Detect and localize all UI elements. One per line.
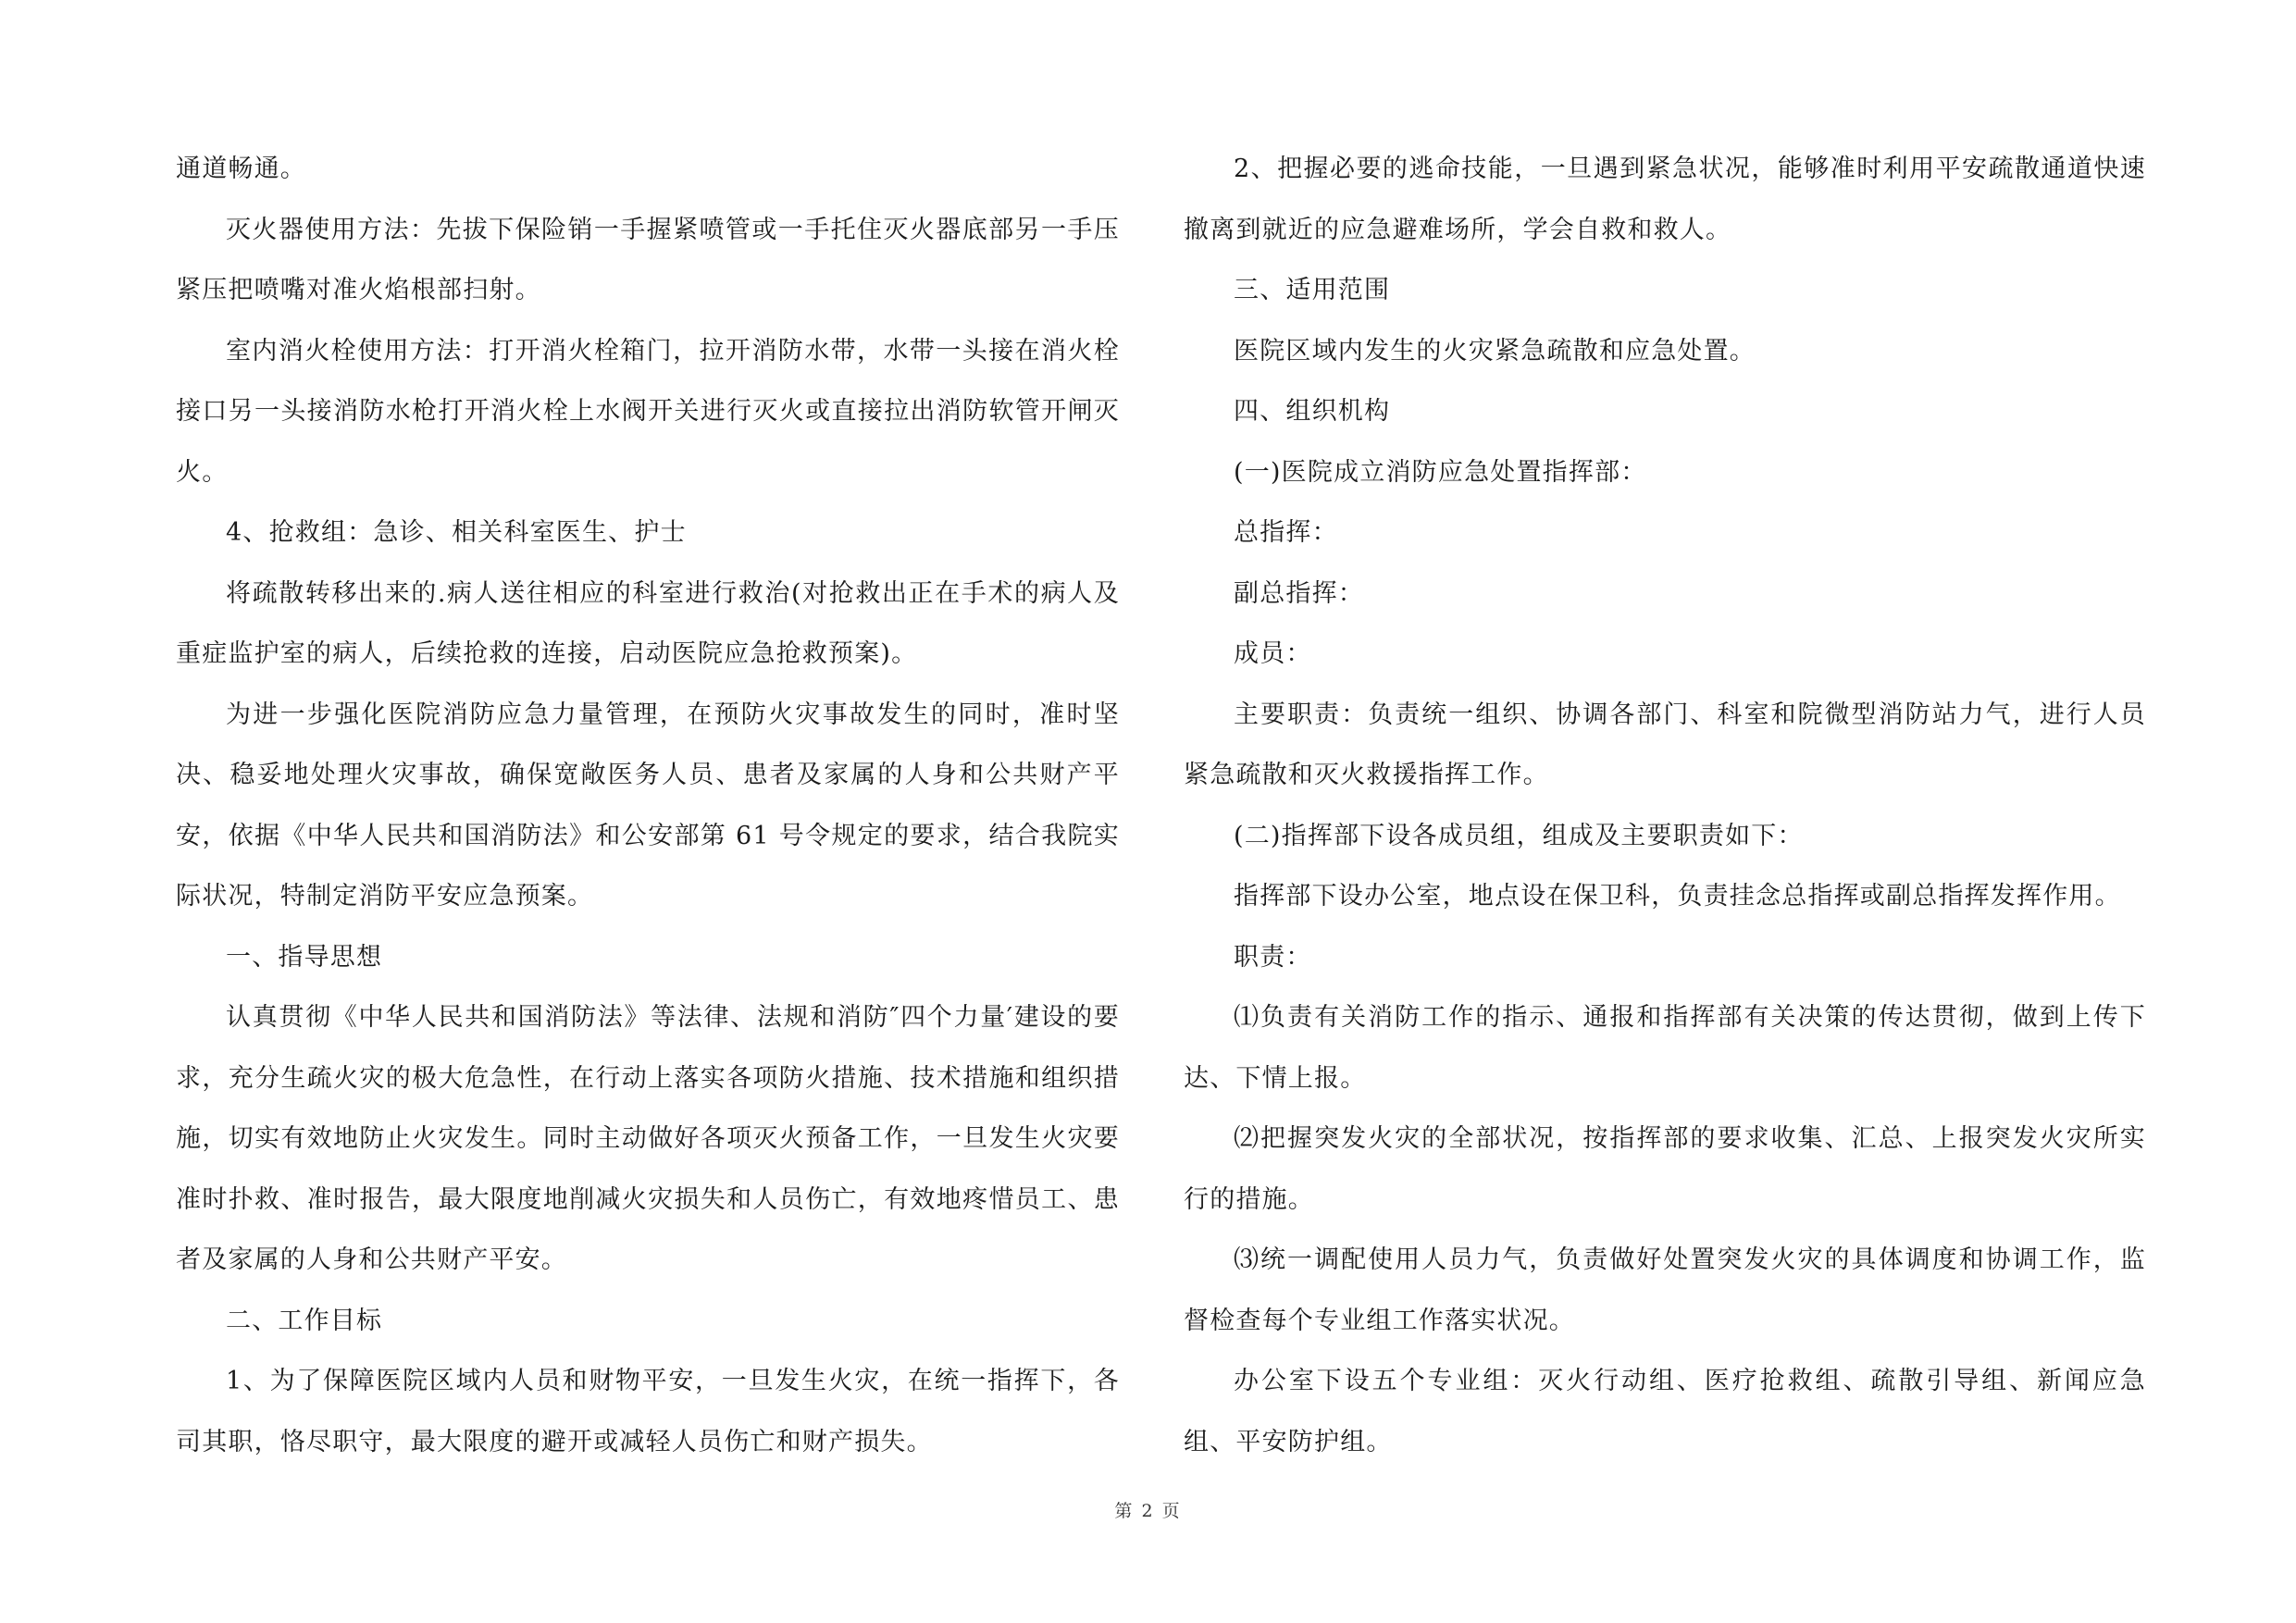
paragraph: 三、适用范围 — [1234, 276, 1391, 304]
paragraph: 办公室下设五个专业组：灭火行动组、医疗抢救组、疏散引导组、新闻应急组、平安防护组。 — [1184, 1367, 2146, 1456]
paragraph: (二)指挥部下设各成员组，组成及主要职责如下： — [1234, 821, 1804, 850]
paragraph: 二、工作目标 — [226, 1306, 383, 1335]
paragraph: 一、指导思想 — [226, 942, 383, 972]
paragraph: 通道畅通。 — [176, 155, 306, 183]
page-number: 第 2 页 — [1114, 1501, 1182, 1521]
paragraph: (一)医院成立消防应急处置指挥部： — [1234, 457, 1647, 487]
paragraph: 指挥部下设办公室，地点设在保卫科，负责挂念总指挥或副总指挥发挥作用。 — [1234, 882, 2121, 911]
left-column — [176, 139, 1120, 1472]
paragraph: ⑴负责有关消防工作的指示、通报和指挥部有关决策的传达贯彻，做到上传下达、下情上报。 — [1184, 1003, 2146, 1093]
paragraph: ⑶统一调配使用人员力气，负责做好处置突发火灾的具体调度和协调工作，监督检查每个专业组工作落实状况。 — [1184, 1245, 2146, 1335]
paragraph: 总指挥： — [1234, 518, 1338, 547]
paragraph: 1、为了保障医院区域内人员和财物平安，一旦发生火灾，在统一指挥下，各司其职，恪尽职守，最大限度的避开或减轻人员伤亡和财产损失。 — [176, 1367, 1120, 1456]
paragraph: 灭火器使用方法：先拔下保险销一手握紧喷管或一手托住灭火器底部另一手压紧压把喷嘴对准火焰根部扫射。 — [176, 215, 1120, 304]
paragraph: 2、把握必要的逃命技能，一旦遇到紧急状况，能够准时利用平安疏散通道快速撤离到就近的应急避难场所，学会自救和救人。 — [1184, 155, 2146, 244]
paragraph: 将疏散转移出来的.病人送往相应的科室进行救治(对抢救出正在手术的病人及重症监护室的病人，后续抢救的连接，启动医院应急抢救预案)。 — [176, 578, 1120, 668]
paragraph: 为进一步强化医院消防应急力量管理，在预防火灾事故发生的同时，准时坚决、稳妥地处理火灾事故，确保宽敞医务人员、患者及家属的人身和公共财产平安，依据《中华人民共和国消防法》和公安部第 61 号令规定的要求，结合我院实际状况，特制定消防平安应急预案。 — [176, 700, 1120, 911]
paragraph: 4、抢救组：急诊、相关科室医生、护士 — [226, 518, 687, 547]
paragraph: 认真贯彻《中华人民共和国消防法》等法律、法规和消防″四个力量′建设的要求，充分生疏火灾的极大危急性，在行动上落实各项防火措施、技术措施和组织措施，切实有效地防止火灾发生。同时主动做好各项灭火预备工作，一旦发生火灾要准时扑救、准时报告，最大限度地削减火灾损失和人员伤亡，有效地疼惜员工、患者及家属的人身和公共财产平安。 — [176, 1003, 1120, 1274]
paragraph: 副总指挥： — [1234, 578, 1364, 608]
right-column — [1184, 139, 2146, 1472]
paragraph: 医院区域内发生的火灾紧急疏散和应急处置。 — [1234, 336, 1756, 365]
paragraph: 四、组织机构 — [1234, 397, 1391, 426]
paragraph: 职责： — [1234, 942, 1312, 972]
paragraph: 室内消火栓使用方法：打开消火栓箱门，拉开消防水带，水带一头接在消火栓接口另一头接消防水枪打开消火栓上水阀开关进行灭火或直接拉出消防软管开闸灭火。 — [176, 336, 1120, 487]
paragraph: 主要职责：负责统一组织、协调各部门、科室和院微型消防站力气，进行人员紧急疏散和灭火救援指挥工作。 — [1184, 700, 2146, 789]
paragraph: ⑵把握突发火灾的全部状况，按指挥部的要求收集、汇总、上报突发火灾所实行的措施。 — [1184, 1124, 2146, 1214]
paragraph: 成员： — [1234, 639, 1312, 668]
